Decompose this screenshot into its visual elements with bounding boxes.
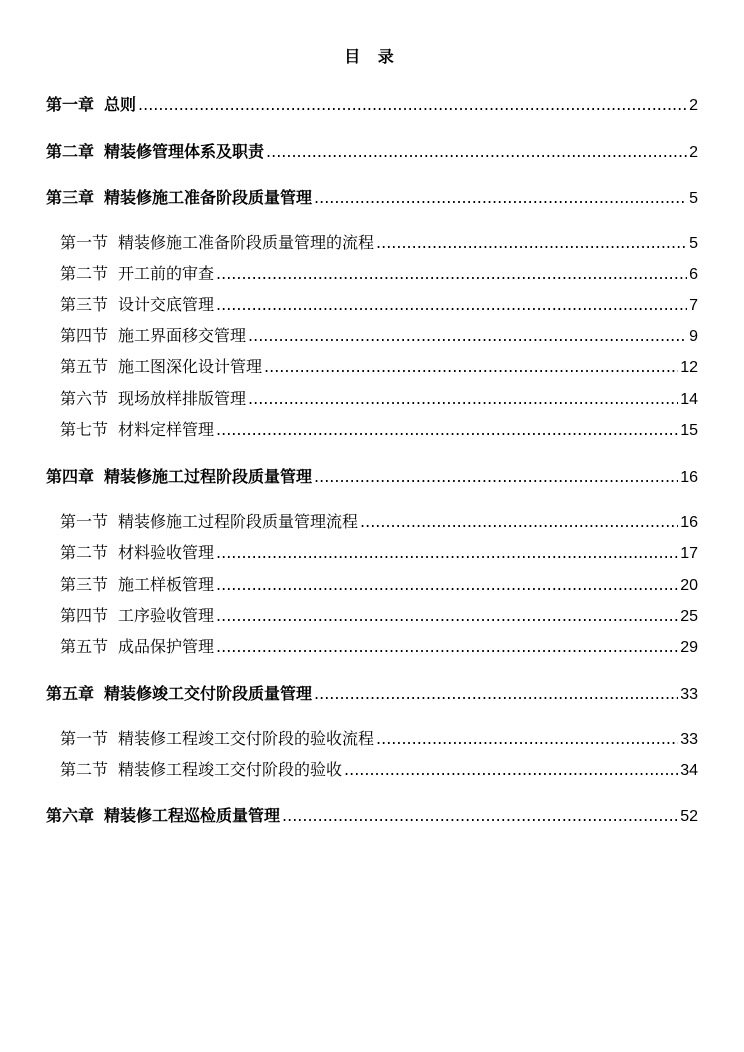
entry-title: 材料验收管理 <box>118 543 215 562</box>
toc-section-entry[interactable] <box>60 264 698 285</box>
entry-number: 第三节 <box>60 295 109 314</box>
entry-page-number: 14 <box>680 391 698 408</box>
entry-page-number: 7 <box>689 297 698 314</box>
entry-number: 第二节 <box>60 264 109 283</box>
dot-leader <box>216 606 678 626</box>
dot-leader <box>248 389 678 409</box>
entry-title: 精装修工程巡检质量管理 <box>104 806 281 825</box>
entry-title: 施工样板管理 <box>118 575 215 594</box>
entry-number: 第二节 <box>60 543 109 562</box>
dot-leader <box>314 684 678 704</box>
entry-number: 第七节 <box>60 420 109 439</box>
entry-number: 第一节 <box>60 233 109 252</box>
toc-section-entry[interactable] <box>60 512 698 533</box>
entry-title: 精装修工程竣工交付阶段的验收流程 <box>118 729 375 748</box>
dot-leader <box>376 729 678 749</box>
entry-page-number: 17 <box>680 545 698 562</box>
toc-chapter-entry[interactable] <box>46 467 698 488</box>
toc-section-entry[interactable] <box>60 637 698 658</box>
entry-number: 第五节 <box>60 637 109 656</box>
toc-section-entry[interactable] <box>60 760 698 781</box>
entry-number: 第一节 <box>60 729 109 748</box>
toc-chapter-entry[interactable] <box>46 806 698 827</box>
toc-section-entry[interactable] <box>60 729 698 750</box>
entry-page-number: 33 <box>680 686 698 703</box>
entry-page-number: 6 <box>689 266 698 283</box>
entry-page-number: 20 <box>680 577 698 594</box>
entry-title: 总则 <box>104 95 137 114</box>
dot-leader <box>314 188 687 208</box>
entry-number: 第六节 <box>60 389 109 408</box>
toc-section-entry[interactable] <box>60 606 698 627</box>
dot-leader <box>266 142 687 162</box>
toc-section-entry[interactable] <box>60 389 698 410</box>
dot-leader <box>282 806 678 826</box>
dot-leader <box>216 575 678 595</box>
toc-section-entry[interactable] <box>60 233 698 254</box>
entry-number: 第一章 <box>46 95 95 114</box>
toc-title: 目 录 <box>344 47 400 66</box>
entry-page-number: 34 <box>680 762 698 779</box>
dot-leader <box>216 543 678 563</box>
dot-leader <box>344 760 678 780</box>
entry-number: 第四节 <box>60 606 109 625</box>
entry-number: 第一节 <box>60 512 109 531</box>
entry-title: 施工图深化设计管理 <box>118 357 263 376</box>
toc-section-entry[interactable] <box>60 295 698 316</box>
dot-leader <box>264 357 678 377</box>
entry-title: 现场放样排版管理 <box>118 389 247 408</box>
entry-title: 材料定样管理 <box>118 420 215 439</box>
entry-page-number: 12 <box>680 359 698 376</box>
entry-number: 第六章 <box>46 806 95 825</box>
entry-number: 第五节 <box>60 357 109 376</box>
entry-number: 第二章 <box>46 142 95 161</box>
entry-title: 精装修施工过程阶段质量管理流程 <box>118 512 359 531</box>
entry-title: 精装修施工准备阶段质量管理的流程 <box>118 233 375 252</box>
dot-leader <box>376 233 687 253</box>
toc-chapter-entry[interactable] <box>46 684 698 705</box>
entry-number: 第三节 <box>60 575 109 594</box>
entry-title: 开工前的审查 <box>118 264 215 283</box>
toc-section-entry[interactable] <box>60 357 698 378</box>
dot-leader <box>248 326 687 346</box>
entry-number: 第五章 <box>46 684 95 703</box>
entry-title: 精装修工程竣工交付阶段的验收 <box>118 760 343 779</box>
entry-title: 精装修竣工交付阶段质量管理 <box>104 684 313 703</box>
entry-page-number: 2 <box>689 97 698 114</box>
entry-page-number: 29 <box>680 639 698 656</box>
entry-title: 精装修管理体系及职责 <box>104 142 265 161</box>
entry-title: 成品保护管理 <box>118 637 215 656</box>
entry-page-number: 52 <box>680 808 698 825</box>
toc-section-entry[interactable] <box>60 326 698 347</box>
entry-page-number: 16 <box>680 469 698 486</box>
entry-page-number: 2 <box>689 144 698 161</box>
dot-leader <box>216 637 678 657</box>
entry-number: 第四节 <box>60 326 109 345</box>
entry-number: 第三章 <box>46 188 95 207</box>
entry-title: 设计交底管理 <box>118 295 215 314</box>
entry-page-number: 9 <box>689 328 698 345</box>
entry-number: 第四章 <box>46 467 95 486</box>
entry-page-number: 15 <box>680 422 698 439</box>
toc-chapter-entry[interactable] <box>46 142 698 163</box>
entry-page-number: 25 <box>680 608 698 625</box>
toc-chapter-entry[interactable] <box>46 188 698 209</box>
toc-chapter-entry[interactable] <box>46 95 698 116</box>
entry-page-number: 33 <box>680 731 698 748</box>
entry-title: 施工界面移交管理 <box>118 326 247 345</box>
entry-page-number: 5 <box>689 235 698 252</box>
toc-section-entry[interactable] <box>60 543 698 564</box>
entry-page-number: 16 <box>680 514 698 531</box>
dot-leader <box>360 512 678 532</box>
dot-leader <box>216 264 687 284</box>
dot-leader <box>216 295 687 315</box>
entry-title: 精装修施工准备阶段质量管理 <box>104 188 313 207</box>
entry-title: 工序验收管理 <box>118 606 215 625</box>
entry-number: 第二节 <box>60 760 109 779</box>
toc-section-entry[interactable] <box>60 575 698 596</box>
entry-title: 精装修施工过程阶段质量管理 <box>104 467 313 486</box>
entry-page-number: 5 <box>689 190 698 207</box>
toc-section-entry[interactable] <box>60 420 698 441</box>
dot-leader <box>216 420 678 440</box>
dot-leader <box>314 467 678 487</box>
dot-leader <box>138 95 687 115</box>
